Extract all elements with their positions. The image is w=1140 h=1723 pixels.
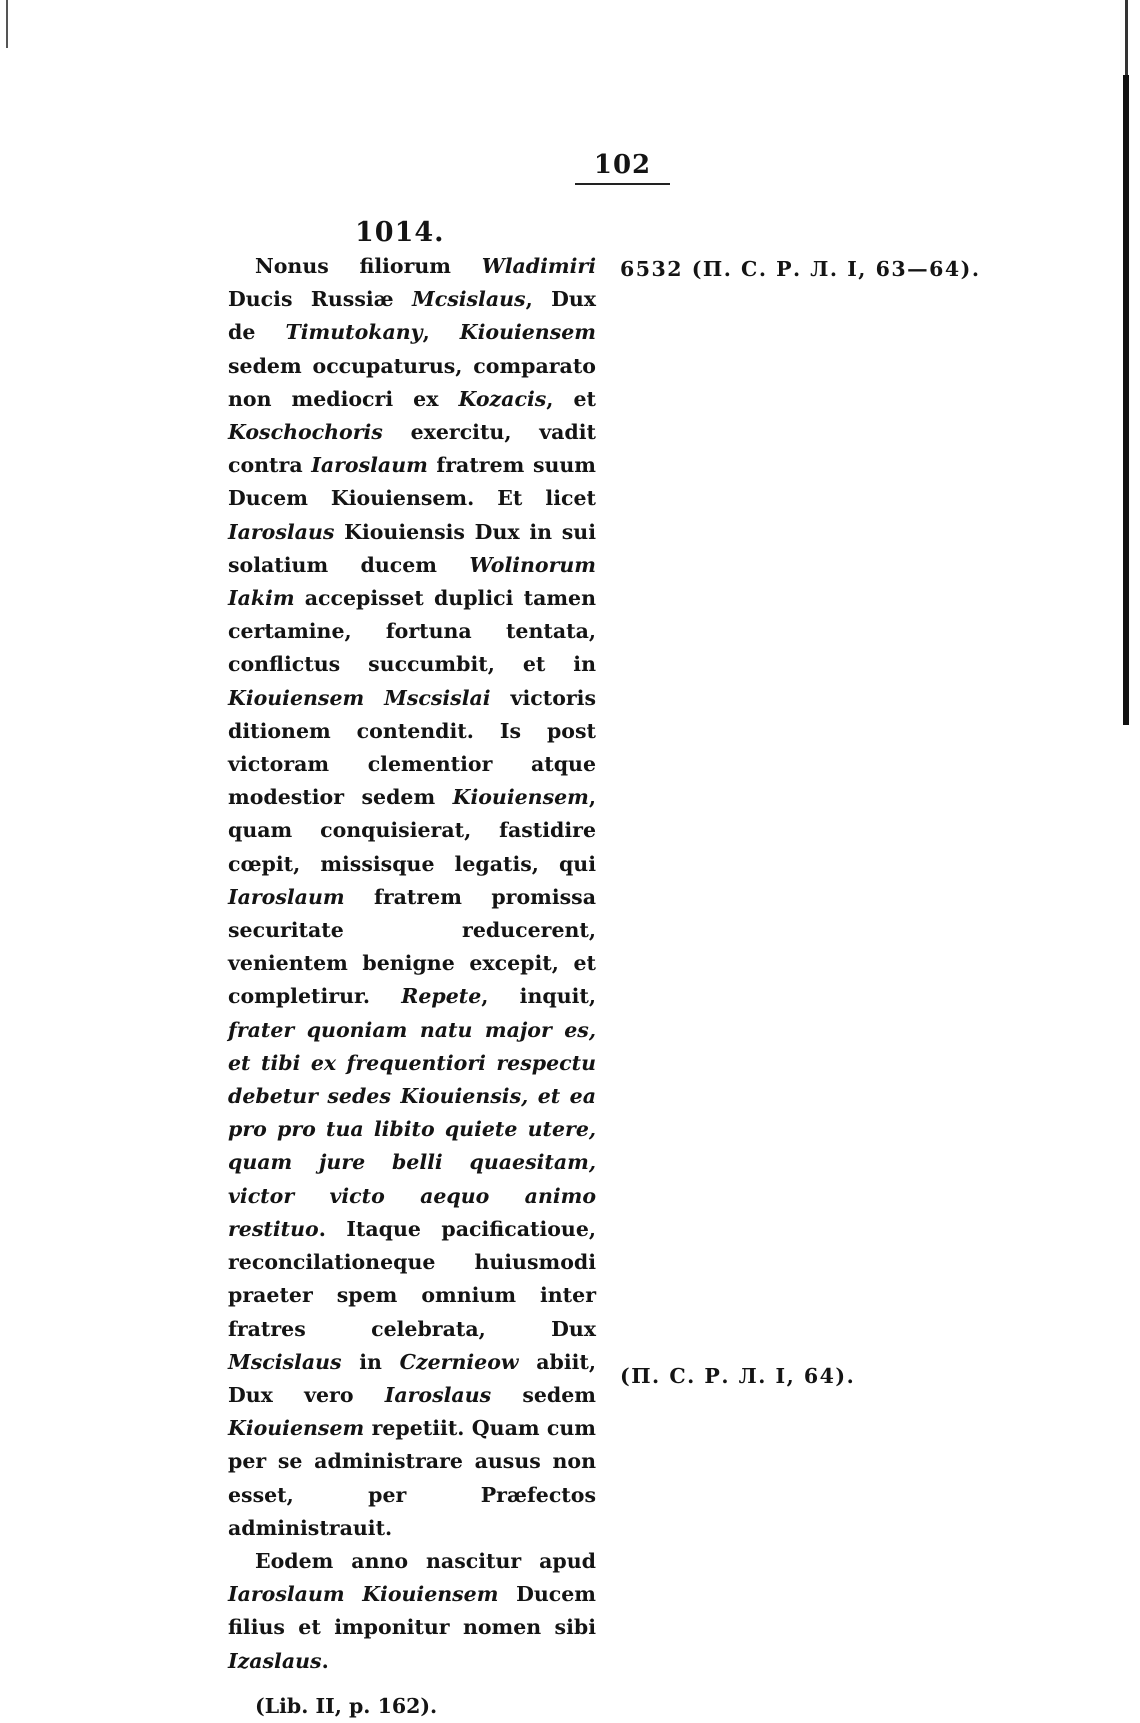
scan-edge-mark (6, 0, 8, 48)
paragraph-2 (228, 1545, 596, 1678)
text-run: , (422, 320, 460, 345)
scan-binding-edge-top (1125, 0, 1128, 80)
italic-run: Iaroslaum (228, 884, 345, 909)
text-run: in (341, 1349, 400, 1374)
text-run: repetiit. Quam cum per se administrare ausus non esset, per Præfectos administrauit. (228, 1416, 596, 1540)
italic-run: Timutokany (285, 320, 423, 345)
italic-run: Koschochoris (228, 420, 383, 445)
italic-run: Repete (401, 984, 482, 1009)
italic-run: Iaroslaum (311, 453, 428, 478)
italic-run: Izaslaus (228, 1648, 322, 1673)
margin-reference-2: (П. С. Р. Л. I, 64). (620, 1364, 856, 1388)
italic-run: Czernieow (399, 1349, 519, 1374)
text-run: Ducis Russiæ (228, 287, 413, 312)
text-run: , inquit, (481, 984, 596, 1009)
text-run: , Dux de (228, 287, 596, 345)
italic-run: Mscislaus (228, 1349, 342, 1374)
italic-run: Kiouiensem (452, 785, 589, 810)
text-run: accepisset duplici tamen certamine, fortuna tentata, conflictus succumbit, et in (228, 586, 596, 677)
italic-run: Kiouiensem (228, 1416, 365, 1441)
text-run: Eodem anno nascitur apud (255, 1548, 596, 1573)
text-run: , et (546, 386, 596, 411)
text-run: fratrem suum Ducem Kiouiensem. Et licet (228, 453, 596, 511)
text-run: fratrem promissa securitate reducerent, venientem benigne excepit, et completirur. (228, 884, 596, 1009)
text-run: . (321, 1648, 329, 1673)
italic-run: frater quoniam natu major es, et tibi ex frequentiori respectu debetur sedes Kiouiensis, et ea pro pro tua libito quiete utere, quam jure belli quaesitam, victor victo aequo animo restituo (228, 1017, 596, 1241)
italic-run: Wladimiri (481, 254, 596, 278)
italic-run: Kozacis (458, 386, 547, 411)
text-run: Ducem filius et imponitur nomen sibi (228, 1582, 596, 1640)
scan-binding-edge (1123, 75, 1129, 725)
italic-run: Iaroslaum Kiouiensem (228, 1582, 499, 1607)
italic-run: Wolinorum Iakim (228, 552, 596, 611)
text-run: . Itaque pacificatioue, reconcilationeque huiusmodi praeter spem omnium inter fratres celebrata, Dux (228, 1216, 596, 1341)
year-heading: 1014. (355, 217, 445, 248)
italic-run: Iaroslaus (228, 519, 335, 544)
text-run: victoris ditionem contendit. Is post victoram clementior atque modestior sedem (228, 685, 596, 810)
paragraph-1 (228, 250, 596, 1545)
text-run: abiit, Dux vero (228, 1349, 597, 1407)
text-run: Nonus filiorum (255, 254, 482, 278)
italic-run: Iaroslaus (384, 1382, 492, 1407)
page-number-rule (575, 183, 670, 185)
italic-run: Mcsislaus (412, 287, 526, 312)
margin-reference-1: 6532 (П. С. Р. Л. I, 63—64). (620, 257, 981, 281)
text-run: exercitu, vadit contra (228, 420, 596, 478)
liber-reference: (Lib. II, p. 162). (255, 1693, 438, 1718)
text-run: Kiouiensis Dux in sui solatium ducem (228, 519, 596, 577)
text-run: , quam conquisierat, fastidire cœpit, missisque legatis, qui (228, 785, 596, 876)
page-number: 102 (593, 150, 652, 180)
text-run: sedem occupaturus, comparato non mediocri ex (228, 353, 596, 411)
italic-run: Kiouiensem Mscsislai (228, 685, 491, 710)
text-run: sedem (491, 1382, 596, 1407)
italic-run: Kiouiensem (459, 320, 596, 345)
main-text-column (228, 250, 596, 1723)
